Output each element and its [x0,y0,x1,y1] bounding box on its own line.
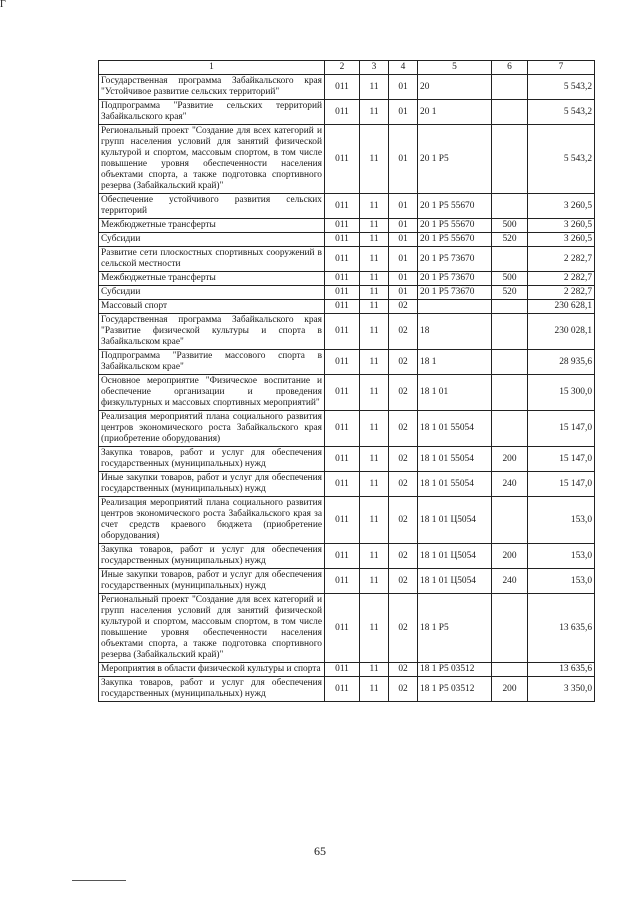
row-name: Закупка товаров, работ и услуг для обеспечения государственных (муниципальных) нужд [99,544,325,569]
row-target-article: 20 1 [418,100,492,125]
row-grbs-code: 011 [325,314,360,350]
row-target-article: 20 1 P5 73670 [418,247,492,272]
row-section-code: 11 [360,314,389,350]
row-subsection-code: 01 [389,272,418,286]
row-section-code: 11 [360,125,389,194]
row-amount: 3 350,0 [528,677,595,702]
row-grbs-code: 011 [325,544,360,569]
row-amount: 153,0 [528,544,595,569]
row-section-code: 11 [360,300,389,314]
row-subsection-code: 02 [389,677,418,702]
row-grbs-code: 011 [325,219,360,233]
row-name: Основное мероприятие "Физическое воспитание и обеспечение организации и проведения физкультурных и массовых спортивных мероприятий" [99,375,325,411]
row-section-code: 11 [360,194,389,219]
row-target-article: 20 1 P5 [418,125,492,194]
table-row [99,569,595,594]
row-grbs-code: 011 [325,472,360,497]
row-name: Иные закупки товаров, работ и услуг для обеспечения государственных (муниципальных) нужд [99,472,325,497]
row-subsection-code: 02 [389,411,418,447]
row-expense-type [492,100,528,125]
table-row [99,350,595,375]
row-grbs-code: 011 [325,594,360,663]
row-target-article: 18 1 01 Ц5054 [418,569,492,594]
footnote-divider [72,880,126,881]
table-row [99,472,595,497]
row-expense-type: 240 [492,472,528,497]
row-target-article: 18 1 P5 [418,594,492,663]
row-grbs-code: 011 [325,447,360,472]
row-name: Массовый спорт [99,300,325,314]
row-grbs-code: 011 [325,125,360,194]
row-name: Подпрограмма "Развитие сельских территорий Забайкальского края" [99,100,325,125]
table-row [99,663,595,677]
row-name: Развитие сети плоскостных спортивных сооружений в сельской местности [99,247,325,272]
row-expense-type: 200 [492,447,528,472]
row-amount: 230 628,1 [528,300,595,314]
row-subsection-code: 02 [389,663,418,677]
row-target-article: 18 1 01 Ц5054 [418,497,492,544]
row-amount: 153,0 [528,497,595,544]
row-amount: 230 028,1 [528,314,595,350]
row-section-code: 11 [360,497,389,544]
row-subsection-code: 02 [389,594,418,663]
row-subsection-code: 01 [389,233,418,247]
budget-table [98,60,595,702]
table-row [99,75,595,100]
row-target-article: 18 1 P5 03512 [418,663,492,677]
row-subsection-code: 02 [389,544,418,569]
row-target-article: 20 1 P5 73670 [418,286,492,300]
row-subsection-code: 02 [389,300,418,314]
col-header-4: 4 [389,61,418,75]
row-name: Закупка товаров, работ и услуг для обеспечения государственных (муниципальных) нужд [99,447,325,472]
row-amount: 153,0 [528,569,595,594]
row-name: Субсидии [99,286,325,300]
col-header-6: 6 [492,61,528,75]
row-expense-type [492,375,528,411]
row-subsection-code: 01 [389,125,418,194]
row-name: Реализация мероприятий плана социального развития центров экономического роста Забайкальского края (приобретение оборудования) [99,411,325,447]
row-grbs-code: 011 [325,75,360,100]
row-name: Межбюджетные трансферты [99,272,325,286]
row-amount: 15 300,0 [528,375,595,411]
row-section-code: 11 [360,663,389,677]
row-expense-type: 500 [492,272,528,286]
table-row [99,272,595,286]
table-row [99,314,595,350]
row-section-code: 11 [360,100,389,125]
row-grbs-code: 011 [325,100,360,125]
row-name: Мероприятия в области физической культуры и спорта [99,663,325,677]
row-target-article: 18 1 01 Ц5054 [418,544,492,569]
row-section-code: 11 [360,247,389,272]
row-target-article: 20 1 P5 55670 [418,219,492,233]
row-target-article: 20 1 P5 55670 [418,194,492,219]
table-row [99,125,595,194]
row-name: Субсидии [99,233,325,247]
col-header-1: 1 [99,61,325,75]
row-expense-type: 520 [492,286,528,300]
row-subsection-code: 01 [389,75,418,100]
row-grbs-code: 011 [325,233,360,247]
row-section-code: 11 [360,544,389,569]
row-target-article: 18 [418,314,492,350]
table-row [99,100,595,125]
row-expense-type: 200 [492,544,528,569]
row-name: Иные закупки товаров, работ и услуг для обеспечения государственных (муниципальных) нужд [99,569,325,594]
col-header-7: 7 [528,61,595,75]
row-grbs-code: 011 [325,677,360,702]
row-expense-type [492,247,528,272]
row-expense-type [492,350,528,375]
row-section-code: 11 [360,594,389,663]
table-row [99,247,595,272]
table-row [99,594,595,663]
row-grbs-code: 011 [325,300,360,314]
row-expense-type [492,194,528,219]
row-subsection-code: 01 [389,219,418,233]
row-expense-type [492,411,528,447]
table-row [99,233,595,247]
row-amount: 2 282,7 [528,272,595,286]
row-target-article [418,300,492,314]
row-section-code: 11 [360,286,389,300]
row-subsection-code: 01 [389,194,418,219]
row-amount: 13 635,6 [528,594,595,663]
row-section-code: 11 [360,350,389,375]
row-expense-type [492,125,528,194]
row-section-code: 11 [360,411,389,447]
row-target-article: 20 1 P5 55670 [418,233,492,247]
row-section-code: 11 [360,219,389,233]
row-section-code: 11 [360,677,389,702]
row-grbs-code: 011 [325,569,360,594]
row-section-code: 11 [360,569,389,594]
row-grbs-code: 011 [325,350,360,375]
row-section-code: 11 [360,233,389,247]
table-row [99,286,595,300]
row-subsection-code: 01 [389,247,418,272]
row-expense-type [492,314,528,350]
page-number: 65 [314,844,326,858]
row-expense-type [492,300,528,314]
row-expense-type [492,594,528,663]
row-subsection-code: 02 [389,375,418,411]
table-row [99,219,595,233]
row-expense-type: 240 [492,569,528,594]
row-name: Региональный проект "Создание для всех категорий и групп населения условий для занятий физической культурой и спортом, массовым спортом, в том числе повышение уровня обеспеченности населения объектами спорта, а также подготовка спортивного резерва (Забайкальский край)" [99,125,325,194]
row-grbs-code: 011 [325,194,360,219]
row-subsection-code: 02 [389,350,418,375]
row-amount: 5 543,2 [528,125,595,194]
row-amount: 15 147,0 [528,472,595,497]
row-amount: 3 260,5 [528,219,595,233]
row-grbs-code: 011 [325,272,360,286]
row-name: Государственная программа Забайкальского края "Устойчивое развитие сельских территорий" [99,75,325,100]
row-amount: 2 282,7 [528,286,595,300]
row-target-article: 20 1 P5 73670 [418,272,492,286]
row-target-article: 18 1 01 [418,375,492,411]
row-expense-type: 200 [492,677,528,702]
row-subsection-code: 01 [389,286,418,300]
row-target-article: 18 1 [418,350,492,375]
row-amount: 15 147,0 [528,411,595,447]
table-row [99,411,595,447]
table-row [99,300,595,314]
row-expense-type [492,663,528,677]
row-subsection-code: 02 [389,314,418,350]
row-name: Закупка товаров, работ и услуг для обеспечения государственных (муниципальных) нужд [99,677,325,702]
row-name: Региональный проект "Создание для всех категорий и групп населения условий для занятий физической культурой и спортом, массовым спортом, в том числе повышение уровня обеспеченности населения объектами спорта, а также подготовка спортивного резерва (Забайкальский край)" [99,594,325,663]
row-name: Подпрограмма "Развитие массового спорта в Забайкальском крае" [99,350,325,375]
table-body [99,75,595,702]
row-subsection-code: 02 [389,447,418,472]
row-grbs-code: 011 [325,375,360,411]
row-section-code: 11 [360,447,389,472]
row-grbs-code: 011 [325,663,360,677]
row-name: Реализация мероприятий плана социального развития центров экономического роста Забайкальского края за счет средств краевого бюджета (приобретение оборудования) [99,497,325,544]
row-subsection-code: 02 [389,569,418,594]
table-row [99,447,595,472]
row-amount: 13 635,6 [528,663,595,677]
row-grbs-code: 011 [325,411,360,447]
row-expense-type [492,497,528,544]
row-target-article: 18 1 P5 03512 [418,677,492,702]
row-section-code: 11 [360,375,389,411]
row-amount: 3 260,5 [528,194,595,219]
row-expense-type [492,75,528,100]
table-row [99,375,595,411]
row-name: Обеспечение устойчивого развития сельских территорий [99,194,325,219]
row-amount: 2 282,7 [528,247,595,272]
row-amount: 5 543,2 [528,100,595,125]
table-row [99,677,595,702]
row-target-article: 18 1 01 55054 [418,447,492,472]
row-section-code: 11 [360,75,389,100]
row-subsection-code: 02 [389,472,418,497]
table-header-row [99,61,595,75]
row-amount: 28 935,6 [528,350,595,375]
row-section-code: 11 [360,472,389,497]
row-subsection-code: 02 [389,497,418,544]
row-grbs-code: 011 [325,286,360,300]
row-expense-type: 500 [492,219,528,233]
col-header-5: 5 [418,61,492,75]
row-name: Межбюджетные трансферты [99,219,325,233]
page-corner-mark: Г [0,0,6,10]
col-header-3: 3 [360,61,389,75]
row-amount: 5 543,2 [528,75,595,100]
table-row [99,544,595,569]
row-target-article: 18 1 01 55054 [418,472,492,497]
row-section-code: 11 [360,272,389,286]
row-target-article: 18 1 01 55054 [418,411,492,447]
row-grbs-code: 011 [325,497,360,544]
row-subsection-code: 01 [389,100,418,125]
table-row [99,497,595,544]
row-amount: 15 147,0 [528,447,595,472]
row-expense-type: 520 [492,233,528,247]
row-amount: 3 260,5 [528,233,595,247]
col-header-2: 2 [325,61,360,75]
table-row [99,194,595,219]
row-grbs-code: 011 [325,247,360,272]
row-name: Государственная программа Забайкальского края "Развитие физической культуры и спорта в Забайкальском крае" [99,314,325,350]
row-target-article: 20 [418,75,492,100]
